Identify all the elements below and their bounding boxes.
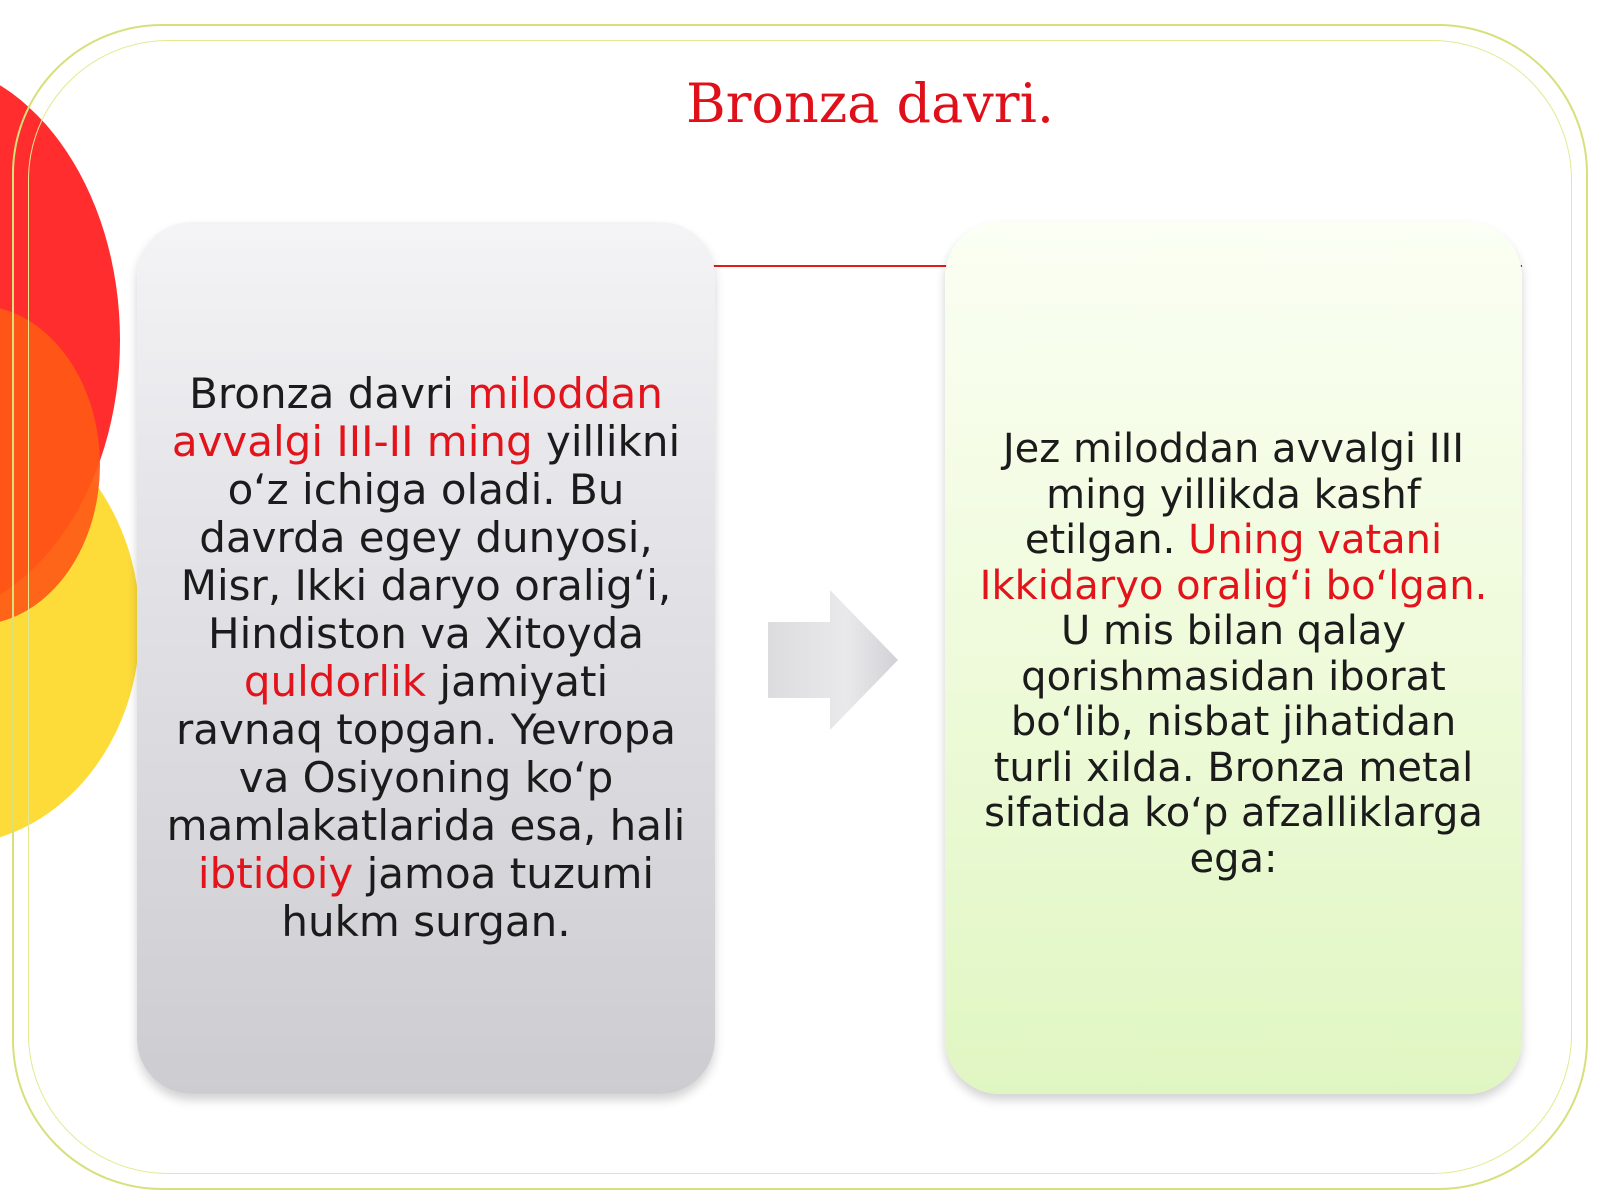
left-text-2: yillikni o‘z ichiga oladi. Bu davrda egey dunyosi, Misr, Ikki daryo oralig‘i, Hindiston va Xitoyda: [180, 417, 681, 658]
right-arrow-icon: [768, 590, 898, 730]
left-text-box: [137, 222, 715, 1094]
right-text-1: Jez miloddan avvalgi III ming yillikda kashf etilgan.: [1002, 426, 1465, 563]
right-text-box: [945, 222, 1522, 1094]
right-paragraph: [971, 427, 1496, 882]
right-highlight-1: Uning vatani Ikkidaryo oralig‘i bo‘lgan.: [979, 517, 1488, 609]
slide-title: Bronza davri.: [685, 72, 1055, 135]
left-text-1: Bronza davri: [189, 369, 468, 418]
left-text-3: jamiyati ravnaq topgan. Yevropa va Osiyoning ko‘p mamlakatlarida esa, hali: [166, 657, 686, 850]
right-text-2: U mis bilan qalay qorishmasidan iborat bo‘lib, nisbat jihatidan turli xilda. Bronza metal sifatida ko‘p afzalliklarga ega:: [984, 608, 1483, 882]
left-highlight-3: ibtidoiy: [197, 849, 354, 898]
left-highlight-1: miloddan avvalgi III-II ming: [171, 369, 663, 466]
left-paragraph: [165, 370, 687, 946]
left-highlight-2: quldorlik: [243, 657, 427, 706]
left-text-4: jamoa tuzumi hukm surgan.: [281, 849, 655, 946]
